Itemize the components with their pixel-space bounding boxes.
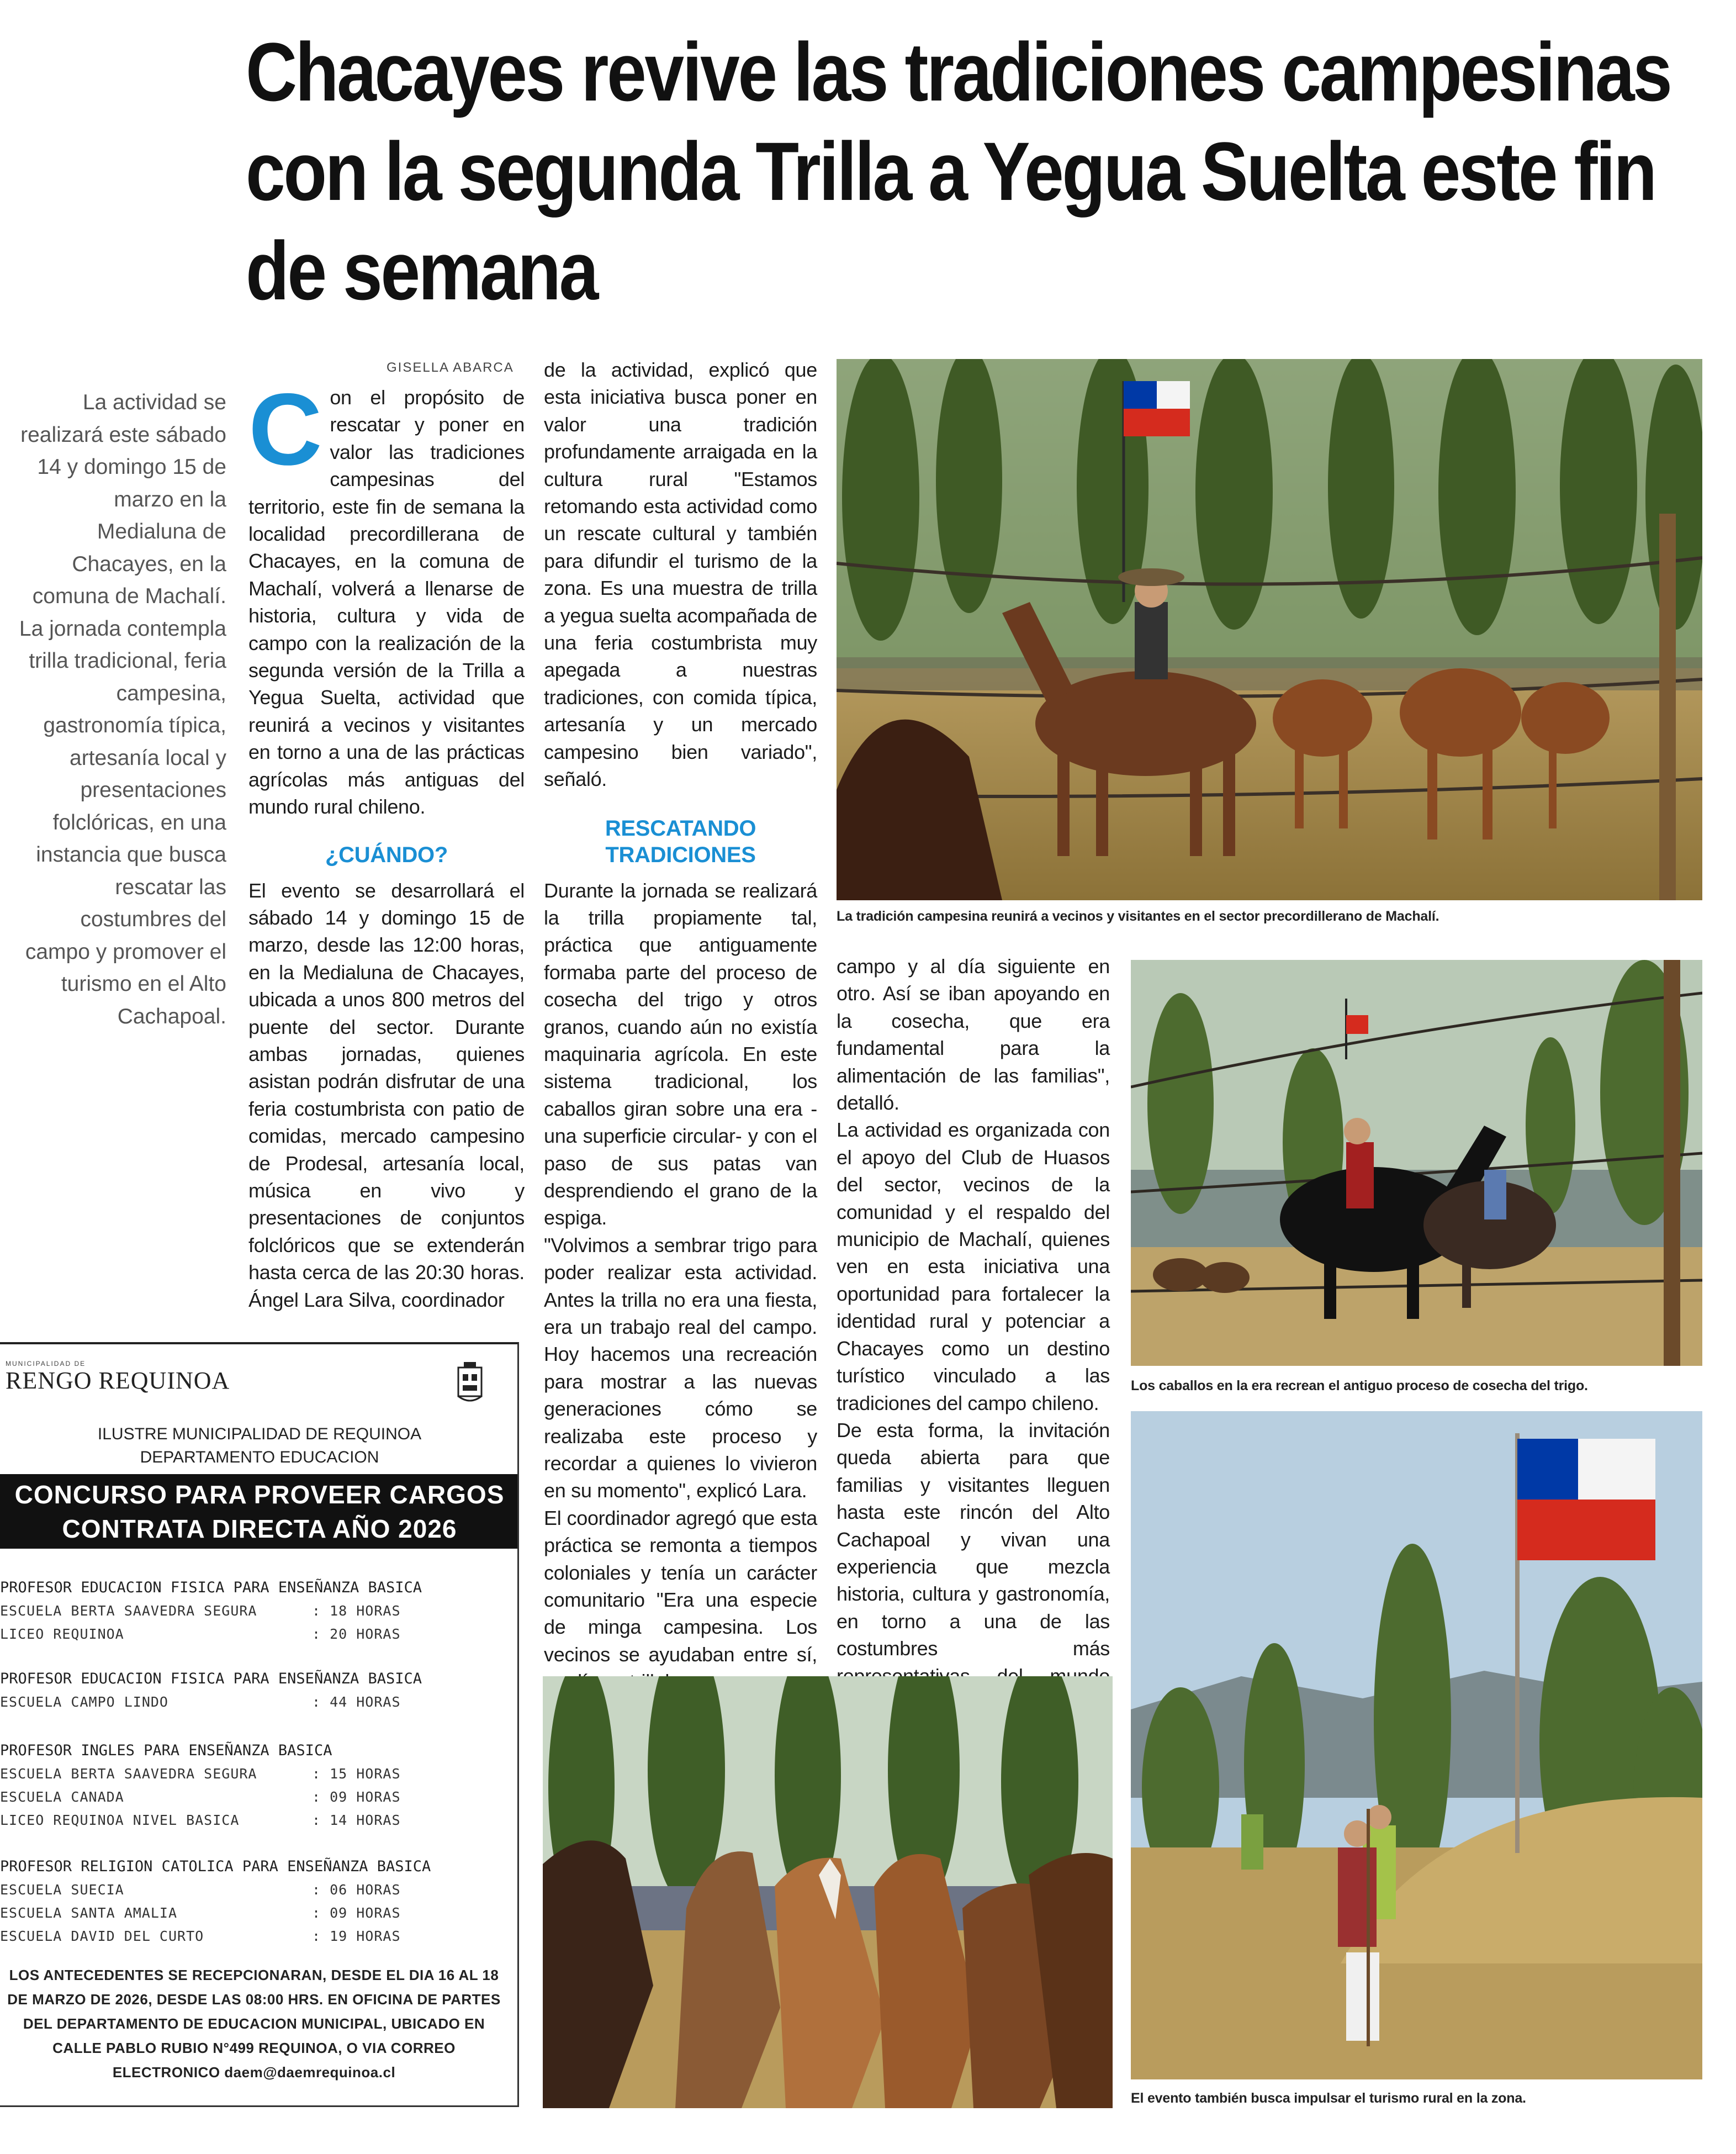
ad-position-row bbox=[0, 1925, 519, 1948]
ad-banner-line: CONCURSO PARA PROVEER CARGOS bbox=[14, 1480, 505, 1509]
ad-position bbox=[0, 1667, 519, 1714]
pull-quote: La actividad se realizará este sábado 14 y domingo 15 de marzo en la Medialuna de Chacayes, en la comuna de Machalí. La jornada contempla trilla tradicional, feria campesina, gastronomía típica, artesanía local y presentaciones folclóricas, en una instancia que busca rescatar las costumbres del campo y promover el turismo en el Alto Cachapoal. bbox=[19, 390, 226, 1028]
ad-position-title: PROFESOR EDUCACION FISICA PARA ENSEÑANZA BASICA bbox=[0, 1579, 422, 1596]
drop-cap: C bbox=[248, 373, 322, 487]
ad-school: ESCUELA DAVID DEL CURTO bbox=[0, 1928, 204, 1944]
ad-position bbox=[0, 1855, 519, 1948]
classified-ad bbox=[0, 1342, 519, 2107]
caption-photo-2: Los caballos en la era recrean el antiguo proceso de cosecha del trigo. bbox=[1131, 1378, 1588, 1393]
subheading-rescatando: RESCATANDO TRADICIONES bbox=[605, 816, 756, 867]
ad-school: ESCUELA BERTA SAAVEDRA SEGURA bbox=[0, 1603, 257, 1619]
paragraph: El evento se desarrollará el sábado 14 y domingo 15 de marzo, desde las 12:00 horas, en la Medialuna de Chacayes, ubicada a unos 800 metros del puente del sector. Durante ambas jornadas, quienes asistan podrán disfrutar de una feria costumbrista con patio de comidas, mercado campesino de Prodesal, artesanía local, música en vivo y presentaciones de conjuntos folclóricos que se extenderán hasta cerca de las 20:30 horas. Ángel Lara Silva, coordinador bbox=[248, 879, 525, 1311]
ad-banner bbox=[0, 1474, 519, 1549]
paragraph-text: on el propósito de rescatar y poner en valor las tradiciones campesinas del territorio, este fin de semana la localidad precordillerana de Chacayes, en la comuna de Machalí, volverá a llenarse de historia, cultura y vida de campo con la realización de la segunda versión de la Trilla a Yegua Suelta, actividad que reunirá a vecinos y visitantes en torno a una de las prácticas agrícolas más antiguas del mundo rural chileno. bbox=[248, 386, 525, 819]
paragraph: El coordinador agregó que esta práctica se remonta a tiempos coloniales y tenía un carácter comunitario "Era una especie de minga campesina. Los vecinos se ayudaban entre sí, bbox=[544, 1506, 817, 1666]
ad-school: ESCUELA SANTA AMALIA bbox=[0, 1905, 178, 1921]
caption-photo-1: La tradición campesina reunirá a vecinos y visitantes en el sector precordillerano de Machalí. bbox=[837, 909, 1439, 924]
article-column-2 bbox=[544, 356, 817, 1696]
ad-position bbox=[0, 1576, 519, 1646]
ad-position-row bbox=[0, 1878, 519, 1902]
paragraph bbox=[837, 1417, 1110, 1717]
ad-position-row bbox=[0, 1599, 519, 1623]
ad-hours: : 06 HORAS bbox=[312, 1882, 401, 1898]
ad-hours: : 09 HORAS bbox=[312, 1905, 401, 1921]
ad-position-row bbox=[0, 1786, 519, 1809]
ad-position-row bbox=[0, 1902, 519, 1925]
paragraph-text: De esta forma, la invitación queda abierta para que familias y visitantes lleguen hasta este rincón del Alto Cachapoal y vivan una experiencia que mezcla historia, cultura y gastronomía, en torno a una de las costumbres más bbox=[837, 1418, 1110, 1660]
ad-school: LICEO REQUINOA bbox=[0, 1626, 124, 1642]
ad-school: LICEO REQUINOA NIVEL BASICA bbox=[0, 1812, 240, 1828]
ad-position-title: PROFESOR RELIGION CATOLICA PARA ENSEÑANZA BASICA bbox=[0, 1858, 431, 1875]
ad-position-title: PROFESOR INGLES PARA ENSEÑANZA BASICA bbox=[0, 1742, 332, 1759]
paragraph: de la actividad, explicó que esta iniciativa busca poner en valor una tradición profundamente arraigada en la cultura rural "Estamos retomando esta actividad como un rescate cultural y también para difundir el turismo de la zona. Es una muestra de trilla a yegua suelta acompañada de una feria costumbrista muy apegada a nuestras tradiciones, con comida típica, artesanía y un mercado campesino bien variado", señaló. bbox=[544, 358, 817, 791]
paragraph bbox=[248, 373, 525, 821]
ad-hours: : 09 HORAS bbox=[312, 1789, 401, 1805]
ad-hours: : 20 HORAS bbox=[312, 1626, 401, 1642]
ad-position-row bbox=[0, 1691, 519, 1714]
ad-hours: : 18 HORAS bbox=[312, 1603, 401, 1619]
byline: GISELLA ABARCA bbox=[387, 360, 514, 375]
subheading-cuando: ¿CUÁNDO? bbox=[325, 842, 448, 867]
article-column-1 bbox=[248, 373, 525, 1313]
headline: Chacayes revive las tradiciones campesinas con la segunda Trilla a Yegua Suelta este fin de semana bbox=[246, 25, 1671, 317]
ad-school: ESCUELA BERTA SAAVEDRA SEGURA bbox=[0, 1766, 257, 1782]
ad-logo-caption: MUNICIPALIDAD DE bbox=[6, 1360, 86, 1368]
ad-logo: RENGO REQUINOA bbox=[6, 1367, 230, 1394]
article-column-3 bbox=[837, 953, 1110, 1717]
ad-position-row bbox=[0, 1762, 519, 1786]
ad-hours: : 15 HORAS bbox=[312, 1766, 401, 1782]
ad-org-line: ILUSTRE MUNICIPALIDAD DE REQUINOA bbox=[97, 1425, 422, 1443]
ad-school: ESCUELA CANADA bbox=[0, 1789, 124, 1805]
paragraph: "Volvimos a sembrar trigo para poder realizar esta actividad. Antes la trilla no era una fiesta, era un trabajo real del campo. Hoy hacemos una recreación para mostrar a las nuevas generaciones cómo se realizaba este proceso y recordar a quienes lo vivieron en su momento", explicó Lara. bbox=[544, 1233, 817, 1502]
ad-position-title: PROFESOR EDUCACION FISICA PARA ENSEÑANZA BASICA bbox=[0, 1670, 422, 1687]
ad-position-row bbox=[0, 1809, 519, 1832]
ad-position bbox=[0, 1739, 519, 1832]
photo-flag-wheat-image bbox=[1131, 1411, 1702, 2079]
photo-trilla-rider bbox=[837, 359, 1702, 900]
ad-hours: : 14 HORAS bbox=[312, 1812, 401, 1828]
paragraph: campo y al día siguiente en otro. Así se iban apoyando en la cosecha, que era fundamental para la alimentación de las familias", detalló. bbox=[837, 955, 1110, 1115]
ad-hours: : 44 HORAS bbox=[312, 1694, 401, 1710]
paragraph: Durante la jornada se realizará la trilla propiamente tal, práctica que antiguamente formaba parte del proceso de cosecha del trigo y otros granos, cuando aún no existía maquinaria agrícola. En este sistema tradicional, los caballos giran sobre una era -una superficie circular- y con el paso de sus patas van desprendiendo el grano de la espiga. bbox=[544, 879, 817, 1229]
photo-huasos-horses-image bbox=[1131, 960, 1702, 1366]
photo-trilla-rider-image bbox=[837, 359, 1702, 900]
photo-horses-closeup-image bbox=[543, 1676, 1113, 2108]
photo-flag-wheat bbox=[1131, 1411, 1702, 2079]
paragraph: La actividad es organizada con el apoyo del Club de Huasos del sector, vecinos de la comunidad y el respaldo del municipio de Machalí, quienes ven en esta iniciativa una oportunidad para fortalecer la identidad rural y potenciar a Chacayes como un destino turístico vinculado a las tradiciones del campo chileno. bbox=[837, 1118, 1110, 1414]
caption-photo-3: El evento también busca impulsar el turismo rural en la zona. bbox=[1131, 2090, 1526, 2106]
photo-horses-closeup bbox=[543, 1676, 1113, 2108]
ad-position-row bbox=[0, 1623, 519, 1646]
ad-hours: : 19 HORAS bbox=[312, 1928, 401, 1944]
ad-school: ESCUELA CAMPO LINDO bbox=[0, 1694, 168, 1710]
crest-icon bbox=[456, 1361, 484, 1405]
ad-footer: LOS ANTECEDENTES SE RECEPCIONARAN, DESDE EL DIA 16 AL 18 DE MARZO DE 2026, DESDE LAS 08:00 HRS. EN OFICINA DE PARTES DEL DEPARTAMENTO DE EDUCACION MUNICIPAL, UBICADO EN CALLE PABLO RUBIO N°499 REQUINOA, O VIA CORREO ELECTRONICO daem@daemrequinoa.cl bbox=[7, 1967, 501, 2081]
ad-banner-line: CONTRATA DIRECTA AÑO 2026 bbox=[62, 1514, 457, 1543]
ad-school: ESCUELA SUECIA bbox=[0, 1882, 124, 1898]
ad-org-line: DEPARTAMENTO EDUCACION bbox=[140, 1448, 379, 1466]
photo-huasos-horses bbox=[1131, 960, 1702, 1366]
ad-organization bbox=[0, 1423, 519, 1469]
